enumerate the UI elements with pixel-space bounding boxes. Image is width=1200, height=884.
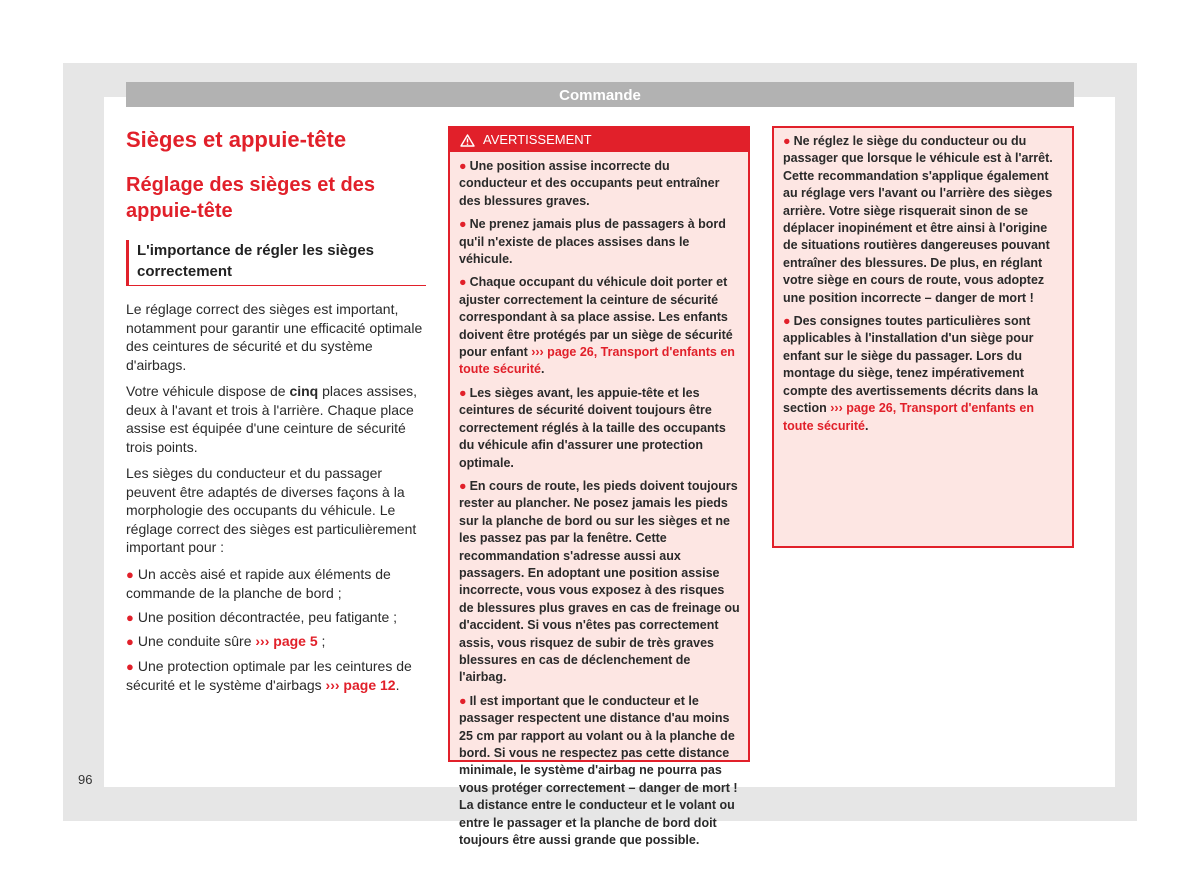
page-number: 96 bbox=[78, 772, 93, 787]
warning-box-continued bbox=[772, 126, 1074, 548]
bullet-icon: ● bbox=[783, 134, 791, 148]
bullet-icon: ● bbox=[126, 634, 134, 649]
warning-item: ● Les sièges avant, les appuie-tête et les ceintures de sécurité doivent toujours être correctement réglés à la taille des occupants du véhicule afin d'assurer une protection optimale. bbox=[459, 385, 726, 470]
warning-item: ● Chaque occupant du véhicule doit porter et ajuster correctement la ceinture de sécurité correspondant à sa place assise. Les enfants doivent être protégés par un siège de sécurité pour enfant ››› page 26, Transport d'enfants en toute sécurité. bbox=[459, 275, 735, 377]
list-item: ● Une protection optimale par les ceintures de sécurité et le système d'airbags ››› page 12. bbox=[126, 657, 412, 693]
paragraph-1: Le réglage correct des sièges est important, notamment pour garantir une efficacité optimale des ceintures de sécurité et du système d'airbags. bbox=[126, 301, 423, 373]
bullet-icon: ● bbox=[126, 609, 134, 625]
bullet-icon: ● bbox=[126, 566, 134, 582]
warning-item: ● Ne réglez le siège du conducteur ou du passager que lorsque le véhicule est à l'arrêt. Cette recommandation s'applique également au réglage vers l'avant ou l'arrière des sièges arrière. Votre siège risquerait sinon de se déplacer inopinément et être ainsi à l'origine de situations routières dangereuses pouvant entraîner des blessures. De plus, en réglant votre siège en cours de route, vous adoptez une position incorrecte – danger de mort ! bbox=[783, 134, 1053, 305]
page-link[interactable]: ››› page 26, Transport d'enfants en toute sécurité bbox=[783, 401, 1034, 433]
warning-item: ● Il est important que le conducteur et le passager respectent une distance d'au moins 25 cm par rapport au volant ou à la planche de bord. Si vous ne respectez pas cette distance minimale, le système d'airbag ne pourra pas vous protéger correctement – danger de mort ! La distance entre le conducteur et le volant ou entre le passager et la planche de bord doit toujours être aussi grande que possible. bbox=[459, 693, 738, 848]
left-column bbox=[126, 126, 426, 700]
list-item: ● Une conduite sûre ››› page 5 ; bbox=[126, 633, 326, 649]
warning-item: ● En cours de route, les pieds doivent toujours rester au plancher. Ne posez jamais les pieds sur la planche de bord ou sur les sièges et ne les passez pas par la fenêtre. Cette recommandation s'adresse aussi aux passagers. En adoptant une position assise incorrecte, vous vous exposez à des risques de blessures plus graves en cas de freinage ou d'accident. Si vous n'êtes pas correctement assis, vous risquez de subir de très graves blessures en cas de déclenchement de l'airbag. bbox=[459, 478, 740, 685]
page-link[interactable]: ››› page 12 bbox=[325, 677, 396, 693]
warning-item: ● Une position assise incorrecte du conducteur et des occupants peut entraîner des blessures graves. bbox=[459, 159, 720, 208]
page-link[interactable]: ››› page 26, Transport d'enfants en toute sécurité bbox=[459, 345, 735, 377]
list-item: ● Un accès aisé et rapide aux éléments de commande de la planche de bord ; bbox=[126, 565, 391, 601]
bullet-icon: ● bbox=[459, 478, 467, 493]
bullet-icon: ● bbox=[459, 217, 467, 232]
warning-header bbox=[450, 128, 748, 152]
paragraph-3: Les sièges du conducteur et du passager peuvent être adaptés de diverses façons à la morphologie des occupants du véhicule. Le réglage correct des sièges est particulièrement important pour : bbox=[126, 465, 417, 555]
bullet-icon: ● bbox=[126, 658, 134, 674]
list-item: ● Une position décontractée, peu fatigante ; bbox=[126, 608, 398, 625]
warning-icon bbox=[460, 134, 475, 147]
bullet-icon: ● bbox=[459, 275, 467, 290]
warning-item: ● Ne prenez jamais plus de passagers à bord qu'il n'existe de places assises dans le véhicule. bbox=[459, 217, 726, 267]
bullet-icon: ● bbox=[459, 385, 467, 400]
warning-title: AVERTISSEMENT bbox=[483, 132, 592, 147]
page-link[interactable]: ››› page 5 bbox=[255, 633, 318, 649]
sub-heading: Réglage des sièges et des appuie-tête bbox=[126, 174, 376, 222]
section-subheading: L'importance de régler les sièges correctement bbox=[126, 240, 426, 286]
warning-box bbox=[448, 126, 750, 848]
warning-body bbox=[450, 152, 748, 849]
bullet-icon: ● bbox=[783, 314, 791, 329]
main-heading: Sièges et appuie-tête bbox=[126, 127, 347, 152]
section-header: Commande bbox=[126, 82, 1074, 107]
bullet-icon: ● bbox=[459, 693, 467, 708]
bullet-icon: ● bbox=[459, 159, 467, 173]
warning-item: ● Des consignes toutes particulières sont applicables à l'installation d'un siège pour enfant sur le siège du passager. Lors du montage du siège, tenez impérativement compte des avertissements décrits dans la section ››› page 26, Transport d'enfants en toute sécurité. bbox=[783, 314, 1038, 433]
paragraph-2: Votre véhicule dispose de cinq places assises, deux à l'avant et trois à l'arrière. Chaque place assise est équipée d'une ceinture de sécurité trois points. bbox=[126, 383, 418, 455]
